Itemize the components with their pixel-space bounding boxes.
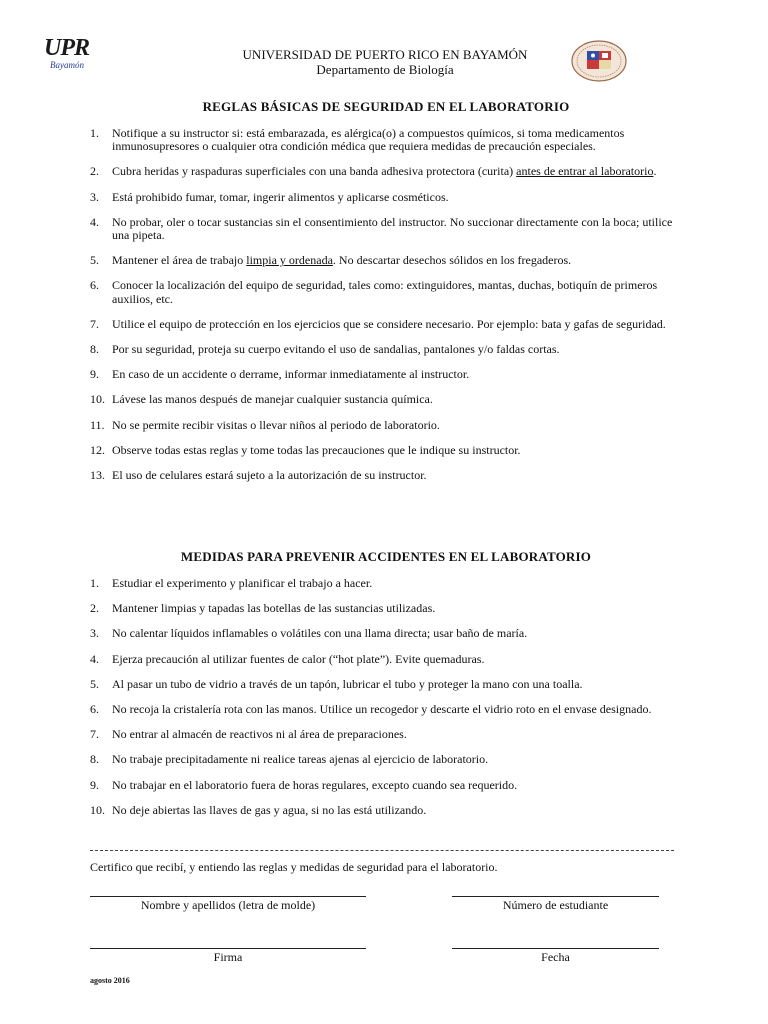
- list-item-number: 1.: [90, 126, 99, 140]
- list-item-text: Notifique a su instructor si: está embarazada, es alérgica(o) a compuestos químicos, si toma medicamentos inmunosupresores o cualquier otra condición médica que requiera medidas de precaución especiales.: [112, 126, 625, 154]
- list-item-text: No deje abiertas las llaves de gas y agua, si no las está utilizando.: [112, 802, 427, 817]
- student-number-line[interactable]: [452, 896, 659, 897]
- list-item-underlined-text: limpia y ordenada: [246, 253, 333, 268]
- list-item: [90, 627, 682, 640]
- department-name: Departamento de Biología: [316, 62, 454, 77]
- university-name: UNIVERSIDAD DE PUERTO RICO EN BAYAMÓN: [242, 47, 528, 62]
- list-item-number: 4.: [90, 651, 99, 666]
- list-item-text-part: Cubra heridas y raspaduras superficiales con una banda adhesiva protectora (curita): [112, 164, 517, 179]
- list-item: [90, 779, 682, 792]
- list-item-number: 3.: [90, 189, 99, 204]
- upr-logo-text: UPR: [44, 35, 89, 61]
- list-item-number: 4.: [90, 214, 99, 229]
- list-item-text-part: . No descartar desechos sólidos en los fregaderos.: [332, 253, 572, 268]
- list-item: [90, 602, 682, 615]
- list-item-text-part: .: [653, 164, 657, 179]
- cut-line: [90, 850, 674, 851]
- list-item-text: Al pasar un tubo de vidrio a través de un tapón, lubricar el tubo y proteger la mano con una toalla.: [112, 676, 583, 691]
- list-item-underlined-text: antes de entrar al laboratorio: [516, 164, 654, 179]
- list-item-number: 5.: [90, 676, 99, 691]
- list-item-text: Conocer la localización del equipo de seguridad, tales como: extinguidores, mantas, duchas, botiquín de primeros auxilios, etc.: [112, 278, 658, 306]
- list-item: [90, 703, 682, 716]
- list-item-number: 7.: [90, 316, 99, 331]
- list-item-text: En caso de un accidente o derrame, informar inmediatamente al instructor.: [112, 367, 470, 382]
- list-item: [90, 368, 682, 381]
- prevention-measures-title: MEDIDAS PARA PREVENIR ACCIDENTES EN EL LABORATORIO: [180, 549, 592, 564]
- list-item-number: 2.: [90, 164, 99, 179]
- list-item-number: 11.: [90, 417, 105, 432]
- upr-logo-campus: Bayamón: [50, 60, 84, 70]
- list-item: [90, 678, 682, 691]
- list-item-number: 12.: [90, 442, 105, 457]
- list-item-text: Lávese las manos después de manejar cualquier sustancia química.: [112, 392, 433, 407]
- list-item-text: El uso de celulares estará sujeto a la autorización de su instructor.: [112, 468, 427, 483]
- list-item-number: 9.: [90, 367, 99, 382]
- basic-rules-list: [90, 127, 682, 494]
- list-item-number: 9.: [90, 777, 99, 792]
- date-line[interactable]: [452, 948, 659, 949]
- list-item-number: 6.: [90, 278, 99, 293]
- list-item-text: Utilice el equipo de protección en los ejercicios que se considere necesario. Por ejemplo: bata y gafas de seguridad.: [112, 316, 666, 331]
- list-item: [90, 393, 682, 406]
- list-item-number: 1.: [90, 576, 99, 590]
- list-item: [90, 279, 682, 305]
- prevention-measures-list: [90, 577, 682, 829]
- list-item: [90, 216, 682, 242]
- name-label: Nombre y apellidos (letra de molde): [140, 898, 316, 912]
- list-item-text: No trabajar en el laboratorio fuera de horas regulares, excepto cuando sea requerido.: [112, 777, 518, 792]
- list-item: [90, 804, 682, 817]
- list-item-number: 10.: [90, 392, 105, 407]
- list-item: [90, 753, 682, 766]
- list-item: [90, 469, 682, 482]
- list-item: [90, 165, 682, 178]
- date-label: Fecha: [541, 950, 570, 964]
- list-item-number: 13.: [90, 468, 105, 483]
- list-item-text: Estudiar el experimento y planificar el trabajo a hacer.: [112, 576, 373, 590]
- list-item-number: 6.: [90, 702, 99, 717]
- list-item: [90, 318, 682, 331]
- list-item-text-part: Mantener el área de trabajo: [112, 253, 247, 268]
- list-item-text: Observe todas estas reglas y tome todas las precauciones que le indique su instructor.: [112, 442, 521, 457]
- list-item-number: 5.: [90, 253, 99, 268]
- list-item: [90, 577, 682, 590]
- list-item-number: 2.: [90, 601, 99, 616]
- list-item: [90, 254, 682, 267]
- list-item-text: No entrar al almacén de reactivos ni al área de preparaciones.: [112, 727, 407, 742]
- name-signature-line[interactable]: [90, 896, 366, 897]
- upr-logo: [44, 36, 104, 76]
- list-item: [90, 127, 682, 153]
- list-item: [90, 653, 682, 666]
- certification-statement: Certifico que recibí, y entiendo las reglas y medidas de seguridad para el laboratorio.: [90, 860, 498, 874]
- list-item-text: No calentar líquidos inflamables o volátiles con una llama directa; usar baño de maría.: [112, 626, 528, 641]
- list-item-number: 10.: [90, 802, 105, 817]
- list-item: [90, 419, 682, 432]
- list-item-number: 3.: [90, 626, 99, 641]
- basic-rules-title: REGLAS BÁSICAS DE SEGURIDAD EN EL LABORATORIO: [202, 99, 570, 114]
- list-item-text: No se permite recibir visitas o llevar niños al periodo de laboratorio.: [112, 417, 440, 432]
- list-item-number: 7.: [90, 727, 99, 742]
- list-item-text: Ejerza precaución al utilizar fuentes de calor (“hot plate”). Evite quemaduras.: [112, 651, 485, 666]
- list-item: [90, 343, 682, 356]
- list-item-text: Mantener limpias y tapadas las botellas de las sustancias utilizadas.: [112, 601, 436, 616]
- list-item-number: 8.: [90, 752, 99, 767]
- footer-date: agosto 2016: [90, 976, 130, 985]
- list-item-number: 8.: [90, 342, 99, 357]
- signature-label: Firma: [213, 950, 243, 964]
- list-item: [90, 444, 682, 457]
- list-item: [90, 191, 682, 204]
- list-item-text: Está prohibido fumar, tomar, ingerir alimentos y aplicarse cosméticos.: [112, 189, 449, 204]
- signature-line[interactable]: [90, 948, 366, 949]
- list-item-text: No trabaje precipitadamente ni realice tareas ajenas al ejercicio de laboratorio.: [112, 752, 489, 767]
- list-item: [90, 728, 682, 741]
- list-item-text: [112, 164, 656, 178]
- list-item-text: [112, 253, 571, 267]
- list-item-text: No recoja la cristalería rota con las manos. Utilice un recogedor y descarte el vidrio roto en el envase designado.: [112, 702, 652, 717]
- list-item-text: Por su seguridad, proteja su cuerpo evitando el uso de sandalias, pantalones y/o faldas cortas.: [112, 342, 560, 357]
- student-number-label: Número de estudiante: [502, 898, 609, 912]
- list-item-text: No probar, oler o tocar sustancias sin el consentimiento del instructor. No succionar directamente con la boca; utilice una pipeta.: [112, 214, 673, 243]
